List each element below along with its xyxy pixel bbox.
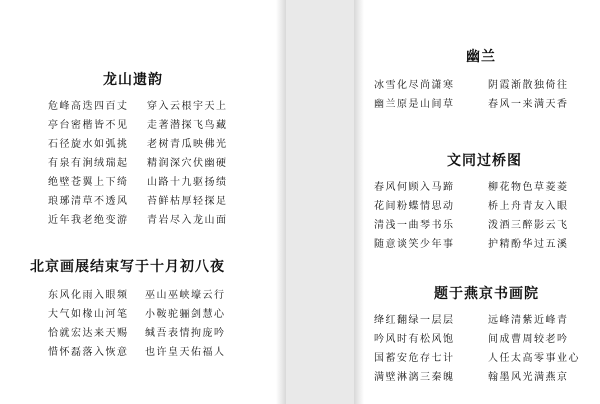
poem-line: 绝壁苍翼上下绮 — [48, 177, 129, 188]
poem-line: 春风何顾入马蹄 — [374, 182, 455, 193]
poem-line: 大气如椽山河笔 — [48, 309, 129, 320]
poem-right-column — [488, 76, 569, 114]
poem-line: 翰墨风光满燕京 — [488, 372, 569, 383]
poem-line: 近年我老绝变游 — [48, 215, 129, 226]
page-gutter-shadow — [354, 0, 364, 404]
poem-right-column — [145, 286, 226, 362]
poem-line: 人任太高零事业心 — [488, 353, 580, 364]
poem-line: 缄吾表情拘庞吟 — [145, 328, 226, 339]
poem-line: 间成曹周较老吟 — [488, 334, 569, 345]
poem-line: 幽兰原是山间草 — [374, 99, 455, 110]
poem-line: 东风化雨入眼频 — [48, 290, 129, 301]
poem-line: 老树青瓜映佛光 — [147, 139, 228, 150]
left-page — [0, 0, 286, 404]
poem-title: 龙山遗韵 — [103, 72, 163, 88]
poem-line: 小鞍驼骊剑慧心 — [145, 309, 226, 320]
poem-line: 青岩尽入龙山面 — [147, 215, 228, 226]
poem-line: 精润深穴伏幽硬 — [147, 158, 228, 169]
poem-left-column — [48, 97, 129, 230]
poem-right-column — [488, 311, 580, 387]
poem-line: 护精酚华过五溪 — [488, 239, 569, 250]
poem-left-column — [374, 311, 455, 387]
poem-line: 走著潜探飞鸟藏 — [147, 120, 228, 131]
poem-line: 石径旋水如弧挑 — [48, 139, 129, 150]
poem-right-column — [488, 178, 569, 254]
poem-title: 文同过桥图 — [447, 153, 522, 169]
poem-line: 危峰高迭四百丈 — [48, 101, 129, 112]
poem-line: 远峰清紫近峰青 — [488, 315, 569, 326]
poem-line: 也许皇天佑福人 — [145, 347, 226, 358]
poem-title: 题于燕京书画院 — [434, 286, 539, 302]
poem-line: 花间粉蝶情思动 — [374, 201, 455, 212]
poem-line: 春风一来满天香 — [488, 99, 569, 110]
poem-line: 清浅一曲琴书乐 — [374, 220, 455, 231]
poem-line: 穿入云根宇天上 — [147, 101, 228, 112]
poem-right-column — [147, 97, 228, 230]
poem-line: 有泉有涧绒瑞起 — [48, 158, 129, 169]
poem-line: 惜怀磊落入恢意 — [48, 347, 129, 358]
poem-line: 亭台密楷皆不见 — [48, 120, 129, 131]
poem-line: 吟风时有松风饱 — [374, 334, 455, 345]
poem-line: 巫山巫峡壕云行 — [145, 290, 226, 301]
poem-left-column — [374, 178, 455, 254]
poem-line: 苔鲜枯厚轻探足 — [147, 196, 228, 207]
poem-line: 柳花物色草菱菱 — [488, 182, 569, 193]
poem-line: 绛红翻绿一层层 — [374, 315, 455, 326]
poem-line: 国蓄安危存七计 — [374, 353, 455, 364]
poem-line: 阴霞渐散独倚往 — [488, 80, 569, 91]
page-gutter-shadow — [276, 0, 286, 404]
poem-line: 琅琊清草不透风 — [48, 196, 129, 207]
poem-left-column — [48, 286, 129, 362]
poem-title: 幽兰 — [466, 49, 496, 65]
poem-line: 恰就宏达来天赐 — [48, 328, 129, 339]
poem-left-column — [374, 76, 455, 114]
poem-line: 山路十九驱扬绩 — [147, 177, 228, 188]
poem-line: 冰雪化尽尚潇寒 — [374, 80, 455, 91]
poem-line: 桥上舟青友入眼 — [488, 201, 569, 212]
poem-line: 随意谈笑少年事 — [374, 239, 455, 250]
poem-title: 北京画展结束写于十月初八夜 — [30, 259, 225, 275]
poem-line: 满壁淋漓三秦魄 — [374, 372, 455, 383]
right-page — [354, 0, 600, 404]
poem-line: 泼酒三醉影云飞 — [488, 220, 569, 231]
